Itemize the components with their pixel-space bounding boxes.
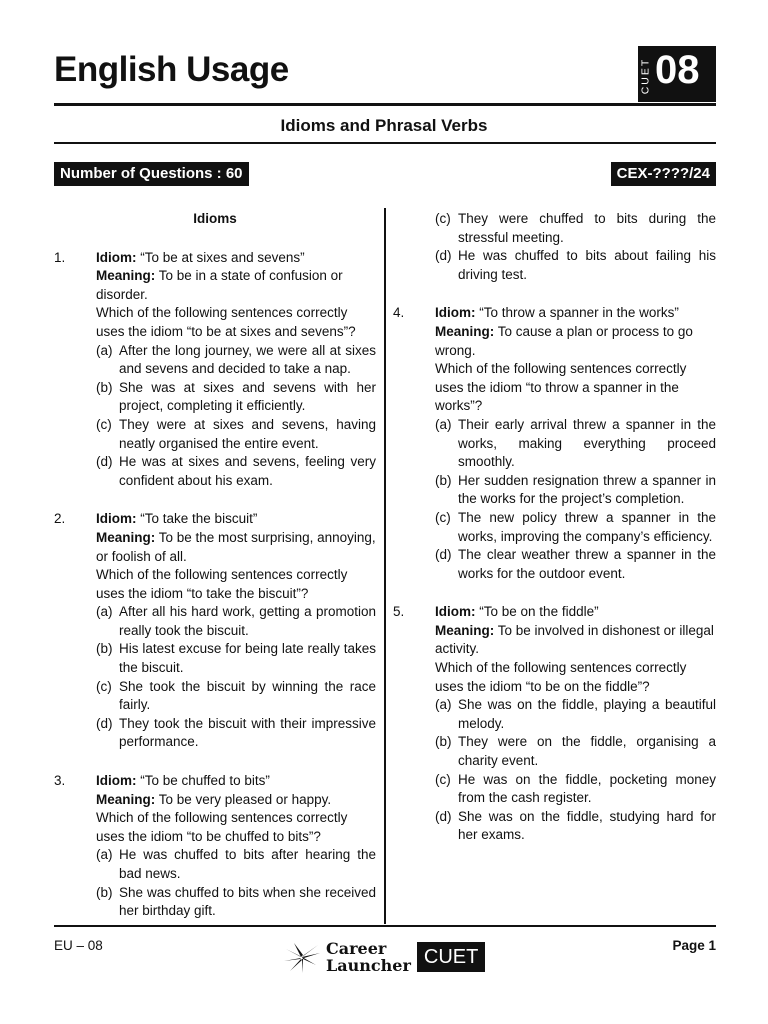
- meaning-label: Meaning:: [435, 323, 495, 339]
- option-c: (c) The new policy threw a spanner in the works, improving the company’s efficiency.: [435, 509, 716, 544]
- question-5: [393, 603, 716, 845]
- option-c: (c) They were chuffed to bits during the stressful meeting.: [435, 211, 716, 245]
- option-b: (b) His latest excuse for being late really takes the biscuit.: [96, 641, 376, 676]
- option-b: (b) Her sudden resignation threw a spanner in the works for the project’s completion.: [435, 472, 716, 507]
- footer-rule: [54, 925, 716, 927]
- career-launcher-logo: [282, 939, 485, 975]
- option-d: (d) She was on the fiddle, studying hard for her exams.: [435, 808, 716, 843]
- idiom-label: Idiom:: [435, 604, 476, 620]
- question-count-badge: Number of Questions : 60: [54, 162, 249, 186]
- question-4: [393, 304, 716, 583]
- question-3: [54, 772, 376, 921]
- option-d: (d) He was chuffed to bits about failing his driving test.: [435, 248, 716, 282]
- option-a: (a) After all his hard work, getting a promotion really took the biscuit.: [96, 604, 376, 638]
- question-prompt: Which of the following sentences correctly uses the idiom “to take the biscuit”?: [96, 567, 348, 601]
- meaning-label: Meaning:: [96, 529, 156, 545]
- meaning-text: To cause a plan or process to go wrong.: [435, 323, 693, 358]
- idiom-text: “To be chuffed to bits”: [140, 773, 270, 789]
- starburst-icon: [282, 939, 322, 975]
- question-number: 5.: [393, 604, 405, 620]
- option-d: (d) The clear weather threw a spanner in the works for the outdoor event.: [435, 547, 716, 581]
- option-c: (c) She took the biscuit by winning the race fairly.: [96, 678, 376, 713]
- option-a: (a) Their early arrival threw a spanner in the works, making everything proceed smoothly.: [435, 416, 716, 470]
- badge-number: 08: [655, 48, 700, 92]
- left-column: [54, 210, 376, 941]
- meaning-text: To be very pleased or happy.: [158, 791, 332, 807]
- option-a: (a) After the long journey, we were all at sixes and sevens and decided to take a nap.: [96, 342, 376, 377]
- paper-number-badge: [638, 46, 716, 102]
- badge-label: CUET: [639, 57, 651, 95]
- topic-subtitle: Idioms and Phrasal Verbs: [280, 116, 488, 135]
- idiom-label: Idiom:: [96, 773, 137, 789]
- option-d: (d) They took the biscuit with their impressive performance.: [96, 715, 376, 750]
- footer-code: EU – 08: [54, 938, 103, 953]
- meaning-text: To be the most surprising, annoying, or foolish of all.: [96, 529, 376, 564]
- idiom-label: Idiom:: [96, 511, 137, 527]
- question-2: [54, 510, 376, 752]
- question-number: 1.: [54, 249, 66, 265]
- option-d: (d) He was at sixes and sevens, feeling very confident about his exam.: [96, 454, 376, 488]
- option-c: (c) He was on the fiddle, pocketing money from the cash register.: [435, 771, 716, 806]
- option-a: (a) She was on the fiddle, playing a beautiful melody.: [435, 697, 716, 731]
- right-column: [393, 210, 716, 865]
- question-prompt: Which of the following sentences correctly uses the idiom “to be on the fiddle”?: [435, 660, 687, 694]
- logo-cuet-badge: CUET: [417, 942, 485, 972]
- section-heading: Idioms: [193, 211, 237, 226]
- meaning-text: To be involved in dishonest or illegal activity.: [435, 622, 714, 657]
- question-3-continued: [435, 210, 716, 284]
- question-prompt: Which of the following sentences correctly uses the idiom “to be at sixes and sevens”?: [96, 305, 356, 339]
- question-prompt: Which of the following sentences correctly uses the idiom “to be chuffed to bits”?: [96, 810, 348, 844]
- meaning-label: Meaning:: [435, 622, 495, 638]
- page-title: English Usage: [54, 50, 289, 89]
- paper-code-badge: CEX-????/24: [611, 162, 716, 186]
- idiom-text: “To be on the fiddle”: [479, 604, 599, 620]
- question-1: [54, 249, 376, 491]
- option-c: (c) They were at sixes and sevens, having neatly organised the entire event.: [96, 416, 376, 451]
- option-b: (b) They were on the fiddle, organising a charity event.: [435, 734, 716, 769]
- subtitle-rule: [54, 142, 716, 144]
- idiom-label: Idiom:: [435, 305, 476, 321]
- meaning-text: To be in a state of confusion or disorder.: [96, 268, 343, 302]
- logo-line-1: Career: [326, 939, 387, 958]
- question-number: 3.: [54, 773, 66, 789]
- question-number: 2.: [54, 511, 66, 527]
- idiom-label: Idiom:: [96, 249, 137, 265]
- option-b: (b) She was at sixes and sevens with her project, completing it efficiently.: [96, 379, 376, 414]
- question-prompt: Which of the following sentences correctly uses the idiom “to throw a spanner in the works”?: [435, 361, 687, 414]
- idiom-text: “To throw a spanner in the works”: [479, 305, 679, 321]
- header-rule: [54, 103, 716, 106]
- idiom-text: “To be at sixes and sevens”: [140, 249, 305, 265]
- idiom-text: “To take the biscuit”: [140, 511, 258, 527]
- column-divider: [384, 208, 386, 924]
- page-number: Page 1: [672, 938, 716, 953]
- option-b: (b) She was chuffed to bits when she received her birthday gift.: [96, 884, 376, 919]
- meaning-label: Meaning:: [96, 791, 156, 807]
- logo-line-2: Launcher: [326, 956, 411, 975]
- option-a: (a) He was chuffed to bits after hearing the bad news.: [96, 847, 376, 881]
- question-number: 4.: [393, 305, 405, 321]
- meaning-label: Meaning:: [96, 268, 156, 284]
